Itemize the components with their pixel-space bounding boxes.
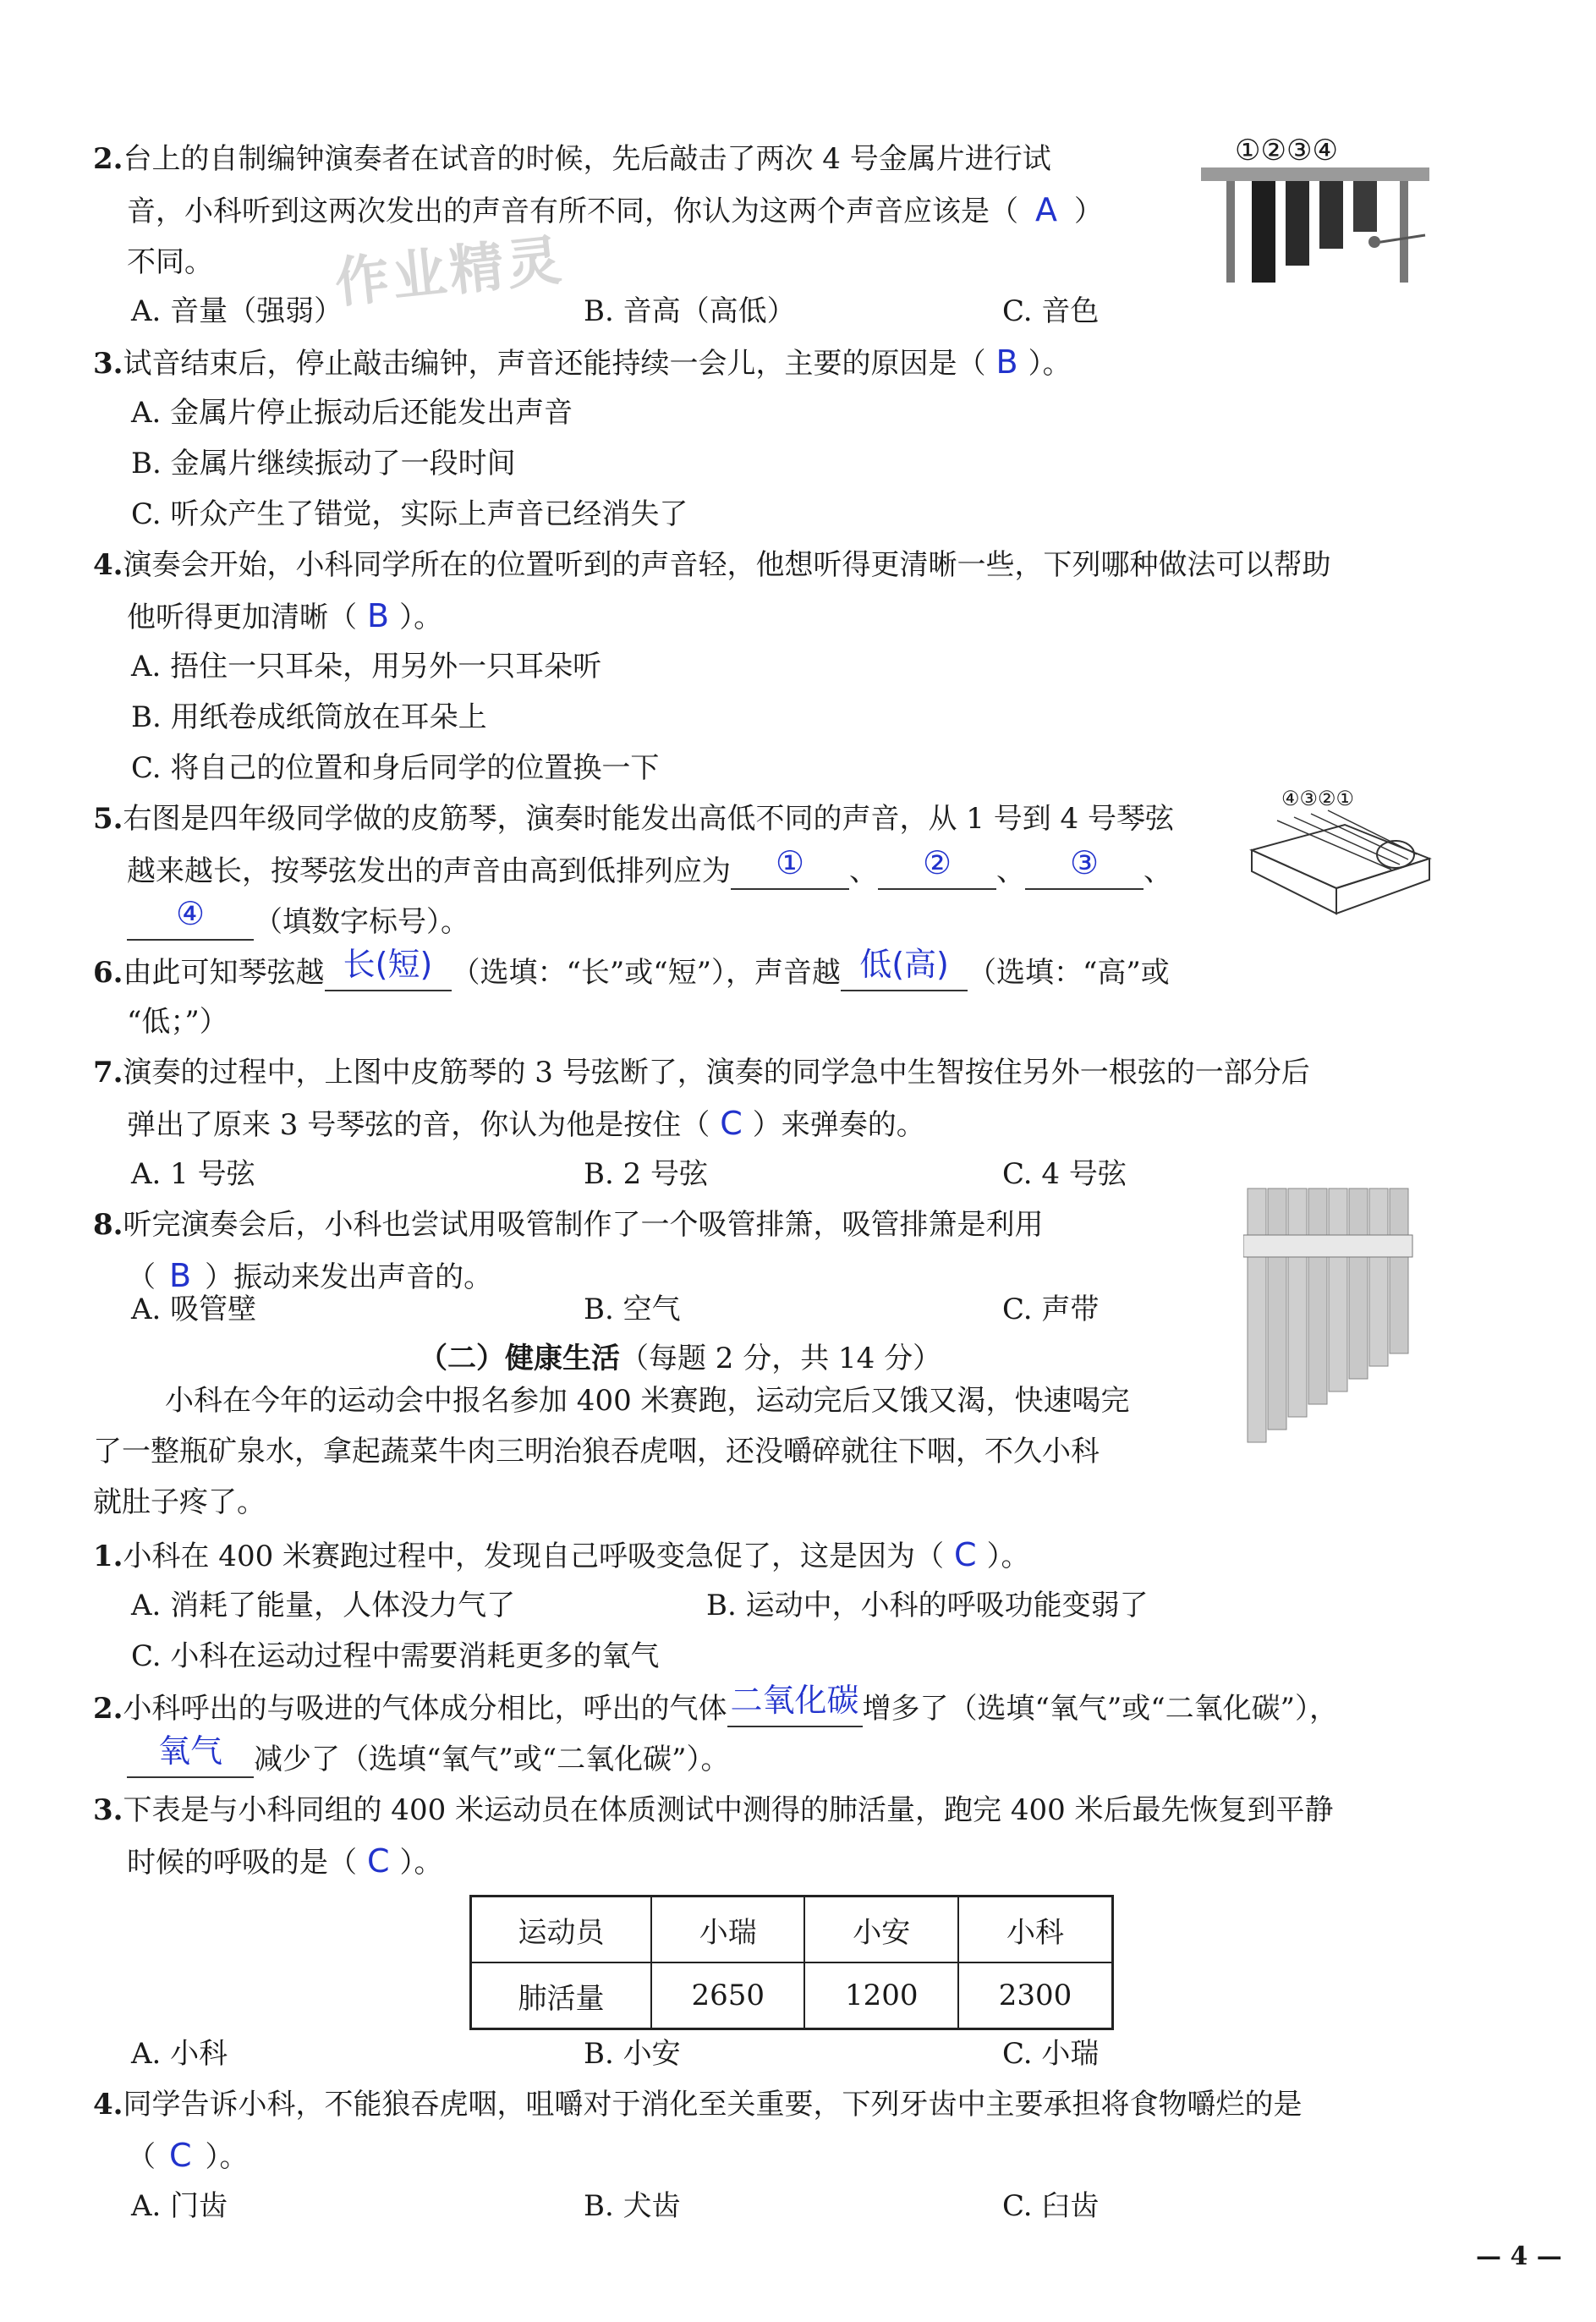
q4-option-b: B. 用纸卷成纸筒放在耳朵上 <box>131 700 487 734</box>
table-cell: 小瑞 <box>651 1897 804 1963</box>
chime-illustration <box>1201 159 1429 307</box>
q2-option-a: A. 音量（强弱） <box>131 294 343 328</box>
table-cell: 运动员 <box>471 1897 652 1963</box>
q4-answer[interactable]: B <box>367 597 390 634</box>
straw-pan-flute-figure <box>1243 1184 1425 1446</box>
h3-line1: 3.下表是与小科同组的 400 米运动员在体质测试中测得的肺活量，跑完 400 米后最先恢复到平静 <box>93 1793 1334 1827</box>
q2-line2: 音，小科听到这两次发出的声音有所不同，你认为这两个声音应该是（ A ） <box>127 191 1103 228</box>
table-cell: 小科 <box>958 1897 1113 1963</box>
q8-option-c: C. 声带 <box>1002 1293 1100 1326</box>
h4-answer[interactable]: C <box>169 2137 192 2174</box>
q3-option-a: A. 金属片停止振动后还能发出声音 <box>131 396 573 430</box>
rubber-band-harp-figure <box>1243 787 1438 922</box>
q2-line3: 不同。 <box>127 245 213 279</box>
q7-option-b: B. 2 号弦 <box>584 1157 709 1191</box>
h2-blank-decreased[interactable]: 氧气 <box>127 1741 254 1778</box>
watermark: 作业精灵 <box>332 228 568 316</box>
h1-option-a: A. 消耗了能量，人体没力气了 <box>131 1589 516 1622</box>
q5-line1: 5.右图是四年级同学做的皮筋琴，演奏时能发出高低不同的声音，从 1 号到 4 号琴弦 <box>93 802 1174 836</box>
q8-option-b: B. 空气 <box>584 1293 681 1326</box>
q3-option-c: C. 听众产生了错觉，实际上声音已经消失了 <box>131 497 688 531</box>
h4-line2: （ C ）。 <box>127 2137 249 2174</box>
q6-blank-pitch[interactable]: 低(高) <box>841 954 968 991</box>
table-cell: 2300 <box>958 1962 1113 2029</box>
q7-line2: 弹出了原来 3 号琴弦的音，你认为他是按住（ C ）来弹奏的。 <box>127 1105 925 1142</box>
h4-option-c: C. 臼齿 <box>1002 2189 1100 2223</box>
q4-line2: 他听得更加清晰（ B ）。 <box>127 597 443 634</box>
q3-answer[interactable]: B <box>995 343 1018 381</box>
q8-line1: 8.听完演奏会后，小科也尝试用吸管制作了一个吸管排箫，吸管排箫是利用 <box>93 1208 1044 1242</box>
q8-answer[interactable]: B <box>169 1257 192 1294</box>
q3-option-b: B. 金属片继续振动了一段时间 <box>131 447 516 480</box>
h1-option-b: B. 运动中，小科的呼吸功能变弱了 <box>706 1589 1149 1622</box>
section-title: （二）健康生活（每题 2 分，共 14 分） <box>419 1342 942 1375</box>
table-cell: 肺活量 <box>471 1962 652 2029</box>
h4-line1: 4.同学告诉小科，不能狼吞虎咽，咀嚼对于消化至关重要，下列牙齿中主要承担将食物嚼烂的是 <box>93 2088 1303 2122</box>
table-cell: 小安 <box>804 1897 957 1963</box>
h2-blank-exhaled[interactable]: 二氧化碳 <box>727 1690 863 1727</box>
h3-answer[interactable]: C <box>367 1842 390 1880</box>
q7-option-a: A. 1 号弦 <box>131 1157 255 1191</box>
q2-option-c: C. 音色 <box>1002 294 1100 328</box>
metal-chime-figure <box>1201 134 1429 290</box>
q8-option-a: A. 吸管壁 <box>131 1293 257 1326</box>
q8-line2: （ B ）振动来发出声音的。 <box>127 1257 493 1294</box>
q7-line1: 7.演奏的过程中，上图中皮筋琴的 3 号弦断了，演奏的同学急中生智按住另外一根弦的一部分后 <box>93 1056 1310 1090</box>
q5-blank-1[interactable]: ① <box>731 853 849 890</box>
lung-capacity-table <box>469 1895 1114 2030</box>
h3-option-a: A. 小科 <box>131 2037 228 2071</box>
q5-blank-2[interactable]: ② <box>878 853 996 890</box>
h3-option-c: C. 小瑞 <box>1002 2037 1100 2071</box>
q5-blank-3[interactable]: ③ <box>1025 853 1144 890</box>
h1-answer[interactable]: C <box>954 1536 977 1573</box>
table-header-row <box>471 1897 1113 1963</box>
h4-option-b: B. 犬齿 <box>584 2189 681 2223</box>
chime-number-labels: ①②③④ <box>1235 134 1338 167</box>
intro-line1: 小科在今年的运动会中报名参加 400 米赛跑，运动完后又饿又渴，快速喝完 <box>165 1384 1130 1418</box>
q5-blank-4[interactable]: ④ <box>127 903 254 941</box>
q7-option-c: C. 4 号弦 <box>1002 1157 1127 1191</box>
q3-line1: 3.试音结束后，停止敲击编钟，声音还能持续一会儿，主要的原因是（ B ）。 <box>93 343 1072 381</box>
q4-option-a: A. 捂住一只耳朵，用另外一只耳朵听 <box>131 650 602 683</box>
h2-line1: 2.小科呼出的与吸进的气体成分相比，呼出的气体 二氧化碳 增多了（选填“氧气”或“二氧化碳”）， <box>93 1682 1339 1726</box>
h1-line1: 1.小科在 400 米赛跑过程中，发现自己呼吸变急促了，这是因为（ C ）。 <box>93 1536 1030 1573</box>
table-cell: 2650 <box>651 1962 804 2029</box>
h3-option-b: B. 小安 <box>584 2037 681 2071</box>
intro-line3: 就肚子疼了。 <box>93 1485 266 1519</box>
h2-line2: 氧气 减少了（选填“氧气”或“二氧化碳”）。 <box>127 1741 730 1778</box>
q6-line1: 6.由此可知琴弦越 长(短) （选填：“长”或“短”），声音越 低(高) （选填：“高”或 <box>93 946 1170 990</box>
table-row <box>471 1962 1113 2029</box>
q2-answer[interactable]: A <box>1035 191 1057 228</box>
q6-blank-length[interactable]: 长(短) <box>325 954 452 991</box>
pan-flute-illustration <box>1243 1184 1425 1446</box>
q6-line2: “低；”） <box>127 1005 228 1039</box>
h1-option-c: C. 小科在运动过程中需要消耗更多的氧气 <box>131 1639 660 1673</box>
q2-option-b: B. 音高（高低） <box>584 294 796 328</box>
h4-option-a: A. 门齿 <box>131 2189 228 2223</box>
h3-line2: 时候的呼吸的是（ C ）。 <box>127 1842 443 1880</box>
page-number: — 4 — <box>1476 2242 1562 2271</box>
harp-illustration <box>1243 787 1438 922</box>
q4-line1: 4.演奏会开始，小科同学所在的位置听到的声音轻，他想听得更清晰一些，下列哪种做法可以帮助 <box>93 548 1331 582</box>
q2-line1: 2.台上的自制编钟演奏者在试音的时候，先后敲击了两次 4 号金属片进行试 <box>93 142 1051 176</box>
intro-line2: 了一整瓶矿泉水，拿起蔬菜牛肉三明治狼吞虎咽，还没嚼碎就往下咽，不久小科 <box>93 1435 1100 1468</box>
q5-line3: ④ （填数字标号）。 <box>127 903 469 941</box>
q5-line2: 越来越长，按琴弦发出的声音由高到低排列应为 ① 、 ② 、 ③ 、 <box>127 844 1172 888</box>
q7-answer[interactable]: C <box>720 1105 743 1142</box>
q4-option-c: C. 将自己的位置和身后同学的位置换一下 <box>131 751 660 785</box>
harp-string-labels: ④③②① <box>1281 787 1355 810</box>
table-cell: 1200 <box>804 1962 957 2029</box>
